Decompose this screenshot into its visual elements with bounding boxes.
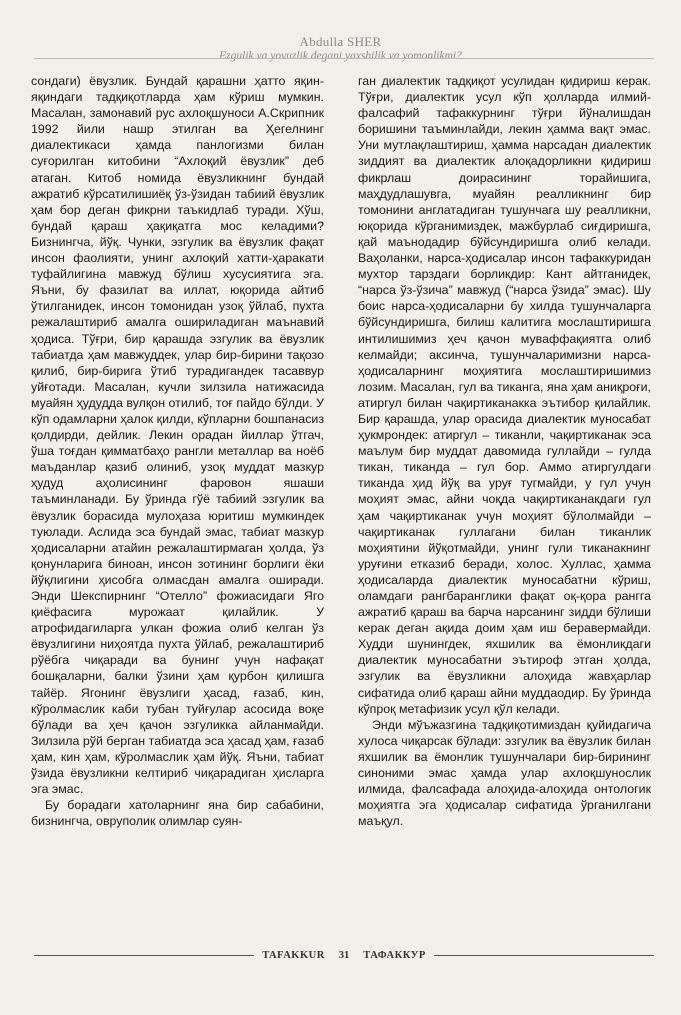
paragraph: Энди мўъжазгина тадқиқотимиздан қуйидагича хулоса чиқарсак бўлади: эзгулик ва ёвузлик билан яхшилик ва ёмонлик тушунчалари бир-бирининг синоними эмас ҳамда улар ахлоқшунослик илмида, фалсафада алоҳида-алоҳида онтологик моҳиятга эга ҳодисалар сифатида ўрганилгани маъқул.: [358, 717, 651, 829]
footer-left-label: TAFAKKUR: [262, 949, 325, 961]
left-column: [31, 73, 324, 945]
paragraph: сондаги) ёвузлик. Бундай қарашни ҳатто яқин-яқиндаги тадқиқотларда ҳам кўриш мумкин. Масалан, замонавий рус ахлоқшуноси А.Скрипник 1992 йили нашр этилган ва Ҳегелнинг диалектикаси ҳамда панлогизми билан суғорилган китобини “Ахлоқий ёвузлик” деб атаган. Китоб номида ёвузликнинг бундай ажратиб кўрсатилишиёқ ўз-ўзидан табиий ёвузлик ҳам бор деган фикрни таъкидлаб туради. Хўш, бундай қараш ҳақиқатга мос келадими? Бизнингча, йўқ. Чунки, эзгулик ва ёвузлик фақат инсон фаолияти, унинг ахлоқий хатти-ҳаракати туфайлигина мавжуд бўлиш хусусиятига эга. Яъни, бу фазилат ва иллат, юқорида айтиб ўтилганидек, инсон томонидан узоқ ўйлаб, пухта режалаштириб амалга ошириладиган маънавий ҳодиса. Тўғри, бир қарашда эзгулик ва ёвузлик табиатда ҳам мавжуддек, улар бир-бирини тақозо қилиб, бир-бирига ўтиб турадигандек тасаввур уйғотади. Масалан, кучли зилзила натижасида муайян ҳудудда вулқон отилиб, тоғ пайдо бўлди. У кўп одамларни ҳалок қилди, кўпларни бошпанасиз қолдирди, дейлик. Лекин орадан йиллар ўтгач, ўша тоғдан қимматбаҳо рангли металлар ва ноёб маъданлар қазиб олиниб, узоқ муддат мазкур ҳудуд аҳолисининг фаровон яшаши таъминланади. Бу ўринда гўё табиий эзгулик ва ёвузлик борасида мулоҳаза юритиш мумкиндек туюлади. Аслида эса бундай эмас, табиат мазкур ҳодисаларни атайин режалаштирмаган ҳолда, ўз қонунларига биноан, инсон зотининг борлиги ёки йўқлигини ҳисобга олмасдан амалга оширади. Энди Шекспирнинг “Отелло” фожиасидаги Яго қиёфасига мурожаат қилайлик. У атрофидагиларга улкан фожиа олиб келган ўз ёвузлигини ниҳоятда пухта ўйлаб, режалаштириб рўёбга чиқаради ва бунинг учун нафақат бошқаларни, балки ўзини ҳам қурбон қилишга тайёр. Ягонинг ёвузлиги ҳасад, ғазаб, кин, кўролмаслик каби тубан туйғулар асосида воқе бўлади ва ҳеч қачон эзгуликка айланмайди. Зилзила рўй берган табиатда эса ҳасад ҳам, ғазаб ҳам, кин ҳам, кўролмаслик ҳам йўқ. Яъни, табиат ўзида ёвузликни келтириб чиқарадиган ҳисларга эга эмас.: [31, 74, 324, 797]
footer-rule-left: [34, 955, 254, 956]
paragraph: Бу борадаги хатоларнинг яна бир сабабини, бизнингча, овруполик олимлар суян-: [31, 798, 324, 829]
page-number: 31: [338, 949, 350, 961]
running-footer: [34, 947, 654, 963]
header-subtitle: Ezgulik va yovuzlik degani yaxshilik va yomonlikmi?: [219, 50, 462, 62]
paragraph: ган диалектик тадқиқот усулидан қидириш керак. Тўғри, диалектик усул кўп ҳолларда илмий-фалсафий тафаккурнинг тўғри йўналишдан боришини таъминлайди, лекин ҳамма вақт эмас. Уни мутлақлаштириш, ҳамма нарсадан диалектик зиддият ва диалектик алоқадорликни қидириш фикрлаш доирасининг торайишига, маҳдудлашувга, муайян реалликнинг бир томонини англатадиган тушунчага шу реалликни, юқорида кўрганимиздек, мажбурлаб сиғдиришга, қай маънодадир бўйсундиришга олиб келади. Ваҳоланки, нарса-ҳодисалар инсон тафаккуридан мухтор тарздаги борликдир: Кант айтганидек, “нарса ўз-ўзича” мавжуд (“нарса ўзида” эмас). Шу боис нарса-ҳодисаларни бу хилда тушунчаларга бўйсундиришга, билиш калитига мослаштиришга интилишимиз ҳеч қачон муваффақиятга олиб келмайди; аксинча, тушунчаларимизни нарса-ҳодисаларнинг моҳиятига мослаштиришимиз лозим. Масалан, гул ва тиканга, яна ҳам аниқроғи, атиргул билан чақиртиканакка эътибор қилайлик. Бир қарашда, улар орасида диалектик муносабат ҳукмрондек: атиргул – тиканли, чақиртиканак эса маълум бир муддат давомида гуллайди – гулда тикан, тиканда – гул бор. Аммо атиргулдаги тиканда ҳид йўқ ва уруғ тугмайди, у гул учун моҳият эмас, айни чоқда чақиртиканакдаги гул ҳам чақиртиканак учун моҳият бўлолмайди – чақиртиканак гуллагани билан тиканлик моҳиятини йўқотмайди, унинг гули тиканакнинг уруғини етказиб беради, холос. Хуллас, ҳамма ҳодисаларда диалектик муносабатни кўриш, оламдаги рангбаранглики фақат оқ-қора рангга ажратиб қараш ва барча нарсанинг зидди бўлиши керак деган ақида доим ҳам иш беравермайди. Худди шунингдек, яхшилик ва ёмонликдаги диалектик муносабатни эътироф этган ҳолда, эзгулик ва ёвузликни алоҳида жавҳарлар сифатида олиб қараш айни муддаодир. Бу ўринда кўпроқ метафизик усул қўл келади.: [358, 74, 651, 716]
header-author: Abdulla SHER: [299, 34, 382, 49]
article-body: [31, 73, 651, 945]
footer-right-label: ТАФАККУР: [363, 949, 426, 961]
right-column: [358, 73, 651, 945]
footer-rule-right: [434, 955, 654, 956]
header-rule: [34, 58, 654, 59]
